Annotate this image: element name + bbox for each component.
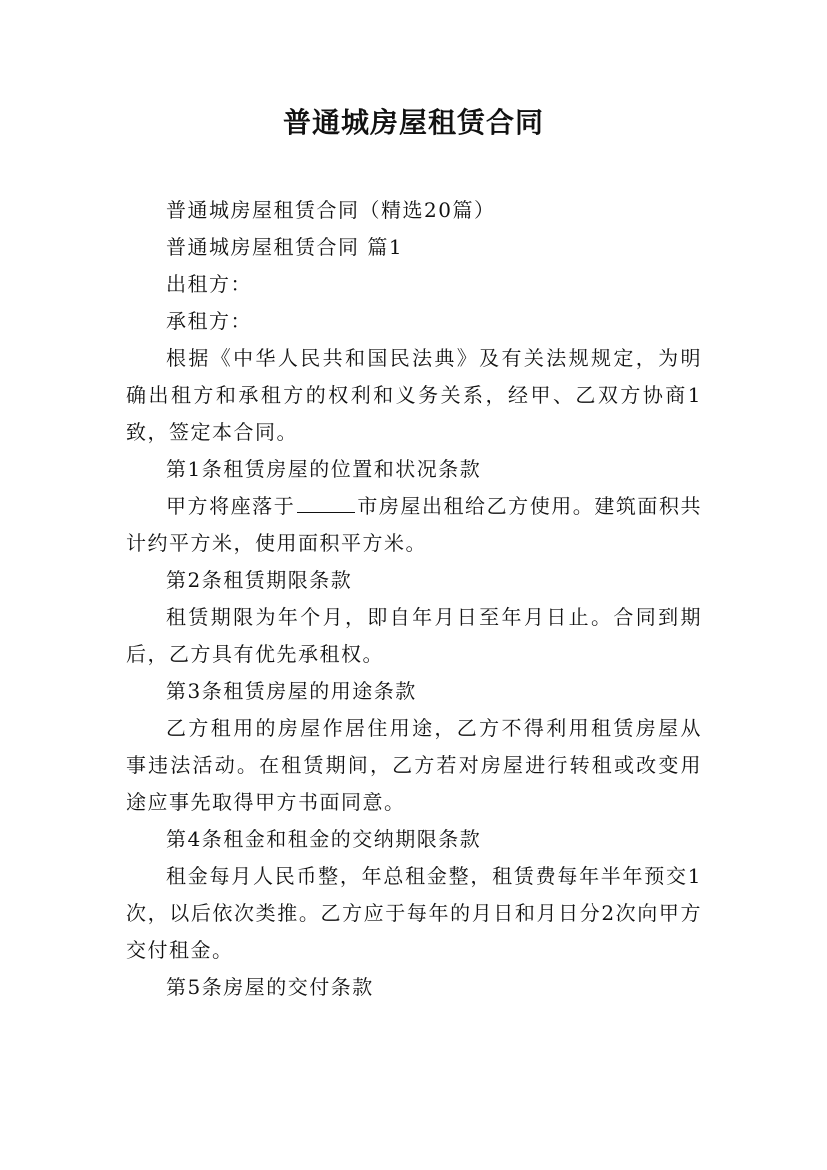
paragraph-article-2-heading: 第2条租赁期限条款 <box>166 568 353 592</box>
paragraph-article-3-heading: 第3条租赁房屋的用途条款 <box>166 679 417 703</box>
paragraph-subtitle: 普通城房屋租赁合同（精选20篇） <box>166 198 496 222</box>
paragraph-lessee: 承租方： <box>166 309 252 333</box>
paragraph-article-1-heading: 第1条租赁房屋的位置和状况条款 <box>166 457 482 481</box>
paragraph-lessor: 出租方： <box>166 272 252 296</box>
location-prefix: 甲方将座落于 <box>166 494 296 518</box>
paragraph-article-5-heading: 第5条房屋的交付条款 <box>166 975 374 999</box>
paragraph-article-4-heading: 第4条租金和租金的交纳期限条款 <box>166 827 482 851</box>
document-body <box>126 192 702 1006</box>
paragraph-section-heading: 普通城房屋租赁合同 篇1 <box>166 235 404 259</box>
paragraph-article-3-body: 乙方租用的房屋作居住用途，乙方不得利用租赁房屋从事违法活动。在租赁期间，乙方若对房屋进行转租或改变用途应事先取得甲方书面同意。 <box>126 716 702 814</box>
location-suffix: 市房屋出租给乙方使用。建筑面积共计约平方米，使用面积平方米。 <box>126 494 703 555</box>
paragraph-article-1-body <box>126 488 702 562</box>
document-title: 普通城房屋租赁合同 <box>282 106 544 139</box>
blank-underline <box>297 494 355 513</box>
paragraph-article-4-body: 租金每月人民币整，年总租金整，租赁费每年半年预交1次，以后依次类推。乙方应于每年的月日和月日分2次向甲方交付租金。 <box>126 864 702 962</box>
paragraph-preamble: 根据《中华人民共和国民法典》及有关法规规定，为明确出租方和承租方的权利和义务关系，经甲、乙双方协商1致，签定本合同。 <box>126 346 702 444</box>
paragraph-article-2-body: 租赁期限为年个月，即自年月日至年月日止。合同到期后，乙方具有优先承租权。 <box>126 605 702 666</box>
